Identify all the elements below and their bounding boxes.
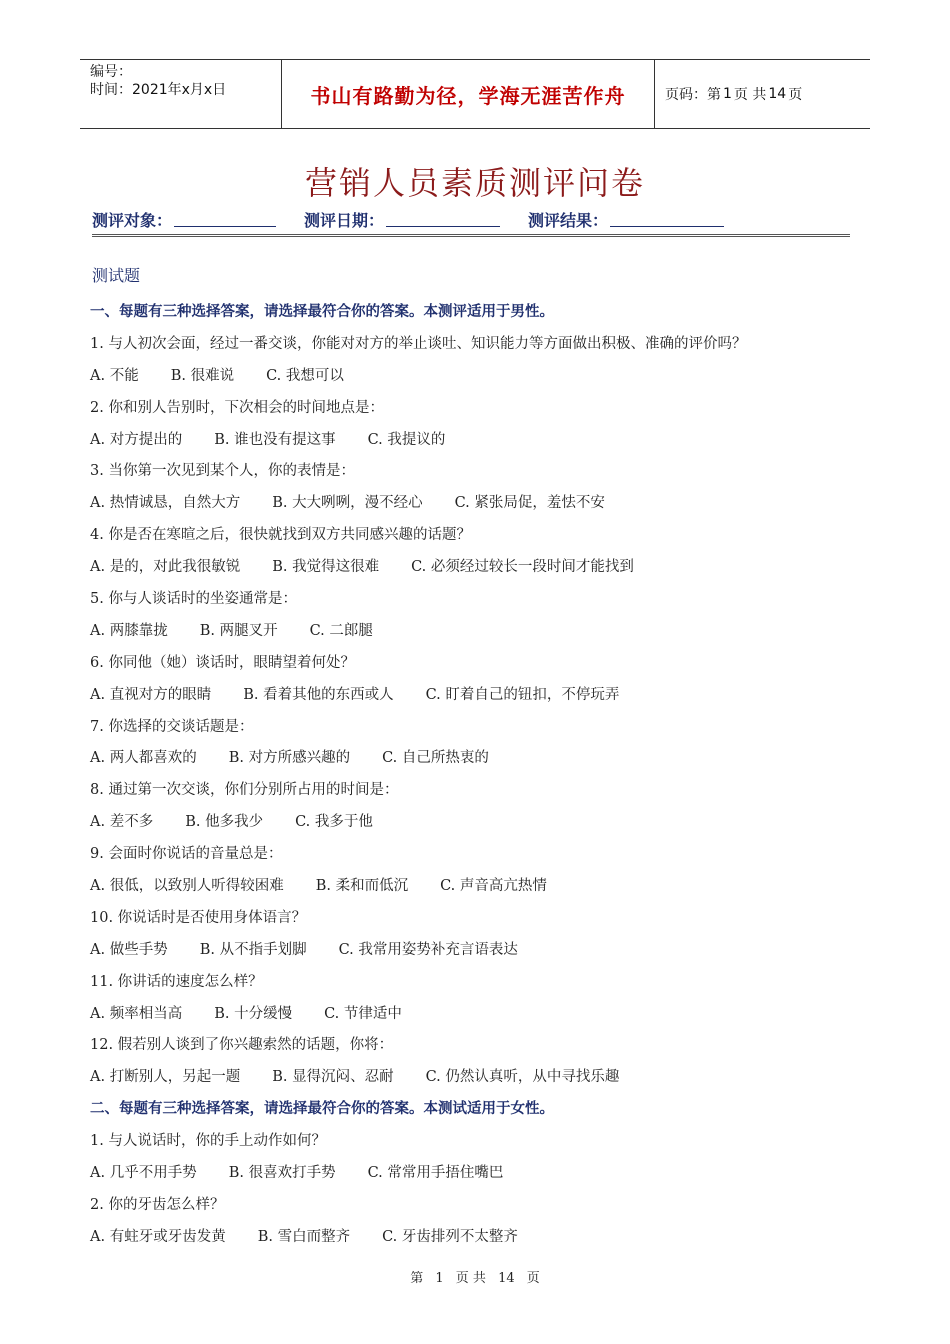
footer-mid: 页 共 <box>455 1271 486 1286</box>
section-heading: 二、每题有三种选择答案，请选择最符合你的答案。本测试适用于女性。 <box>90 1101 554 1118</box>
answer-options <box>90 746 870 778</box>
answer-options <box>90 874 870 906</box>
result-field <box>528 208 724 234</box>
answer-option[interactable]: B. 雪白而整齐 <box>257 1228 351 1245</box>
answer-option[interactable]: A. 做些手势 <box>90 941 168 958</box>
header-page-info <box>655 60 870 128</box>
answer-option[interactable]: B. 对方所感兴趣的 <box>228 750 351 767</box>
question-text: 3. 当你第一次见到某个人，你的表情是： <box>90 463 355 480</box>
answer-option[interactable]: A. 是的，对此我很敏锐 <box>90 559 241 576</box>
answer-option[interactable]: A. 很低，以致别人听得较困难 <box>90 878 284 895</box>
result-label: 测评结果： <box>528 211 609 230</box>
answer-option[interactable]: C. 自己所热衷的 <box>382 750 489 767</box>
answer-option[interactable]: B. 从不指手划脚 <box>199 941 307 958</box>
answer-option[interactable]: B. 谁也没有提这事 <box>214 431 336 448</box>
evaluation-fields <box>92 208 850 237</box>
answer-option[interactable]: A. 打断别人，另起一题 <box>90 1069 241 1086</box>
answer-option[interactable]: B. 他多我少 <box>185 814 264 831</box>
answer-option[interactable]: C. 节律适中 <box>324 1005 402 1022</box>
answer-option[interactable]: A. 频率相当高 <box>90 1005 183 1022</box>
answer-option[interactable]: C. 我常用姿势补充言语表达 <box>338 941 518 958</box>
document-number-label: 编号： <box>90 64 132 80</box>
page-mid: 页 共 <box>733 87 767 103</box>
footer-suffix: 页 <box>526 1271 540 1286</box>
answer-option[interactable]: B. 柔和而低沉 <box>315 878 409 895</box>
page-title: 营销人员素质测评问卷 <box>304 164 645 202</box>
question-text: 2. 你的牙齿怎么样？ <box>90 1196 225 1213</box>
answer-option[interactable]: B. 很喜欢打手势 <box>228 1165 336 1182</box>
date-label: 测评日期： <box>304 211 385 230</box>
answer-option[interactable]: A. 两人都喜欢的 <box>90 750 197 767</box>
section-label: 测试题 <box>92 266 141 285</box>
answer-options <box>90 1161 870 1193</box>
answer-options <box>90 619 870 651</box>
header-meta <box>80 60 281 128</box>
header-motto: 书山有路勤为径，学海无涯苦作舟 <box>281 60 655 128</box>
question-text: 12. 假若别人谈到了你兴趣索然的话题，你将： <box>90 1037 394 1054</box>
date-field <box>304 208 500 234</box>
section-heading: 一、每题有三种选择答案，请选择最符合你的答案。本测评适用于男性。 <box>90 304 554 320</box>
question-text: 1. 与人说话时，你的手上动作如何？ <box>90 1133 326 1150</box>
answer-option[interactable]: A. 有蛀牙或牙齿发黄 <box>90 1228 226 1245</box>
answer-option[interactable]: B. 显得沉闷、忍耐 <box>272 1069 394 1086</box>
subject-label: 测评对象： <box>92 211 173 230</box>
question-text: 10. 你说话时是否使用身体语言？ <box>90 909 307 926</box>
page-footer <box>0 1267 950 1286</box>
question-text: 11. 你讲话的速度怎么样？ <box>90 973 263 990</box>
answer-option[interactable]: C. 我提议的 <box>367 431 446 448</box>
document-time: 时间：2021年x月x日 <box>90 82 227 98</box>
page-current: 1 <box>723 86 732 102</box>
answer-option[interactable]: B. 看着其他的东西或人 <box>243 686 394 703</box>
answer-option[interactable]: A. 热情诚恳，自然大方 <box>90 495 241 512</box>
answer-option[interactable]: B. 两腿叉开 <box>199 622 278 639</box>
question-text: 8. 通过第一次交谈，你们分别所占用的时间是： <box>90 782 399 799</box>
date-blank[interactable] <box>386 208 500 227</box>
subject-field <box>92 208 276 234</box>
footer-total: 14 <box>498 1271 515 1286</box>
page-header <box>80 59 870 129</box>
answer-option[interactable]: C. 我想可以 <box>266 367 344 384</box>
answer-options <box>90 1002 870 1034</box>
question-text: 4. 你是否在寒暄之后，很快就找到双方共同感兴趣的话题？ <box>90 527 471 544</box>
answer-option[interactable]: A. 对方提出的 <box>90 431 183 448</box>
answer-option[interactable]: B. 我觉得这很难 <box>272 559 380 576</box>
answer-option[interactable]: B. 大大咧咧，漫不经心 <box>272 495 423 512</box>
question-text: 2. 你和别人告别时，下次相会的时间地点是： <box>90 399 384 416</box>
answer-option[interactable]: A. 不能 <box>90 367 139 384</box>
footer-current: 1 <box>435 1271 444 1286</box>
question-text: 1. 与人初次会面，经过一番交谈，你能对对方的举止谈吐、知识能力等方面做出积极、准确的评价吗？ <box>90 335 747 352</box>
question-list <box>90 300 870 1257</box>
subject-blank[interactable] <box>174 208 276 227</box>
page-prefix: 页码：第 <box>665 87 721 103</box>
answer-option[interactable]: C. 我多于他 <box>295 814 373 831</box>
answer-option[interactable]: A. 几乎不用手势 <box>90 1165 197 1182</box>
answer-option[interactable]: C. 盯着自己的钮扣，不停玩弄 <box>425 686 620 703</box>
answer-option[interactable]: C. 仍然认真听，从中寻找乐趣 <box>425 1069 620 1086</box>
answer-options <box>90 428 870 460</box>
answer-options <box>90 1225 870 1257</box>
answer-option[interactable]: A. 两膝靠拢 <box>90 622 168 639</box>
page-total: 14 <box>768 86 787 102</box>
answer-option[interactable]: B. 很难说 <box>170 367 235 384</box>
question-text: 9. 会面时你说话的音量总是： <box>90 846 283 863</box>
answer-options <box>90 491 870 523</box>
answer-option[interactable]: C. 常常用手捂住嘴巴 <box>367 1165 504 1182</box>
question-text: 5. 你与人谈话时的坐姿通常是： <box>90 591 297 608</box>
answer-option[interactable]: B. 十分缓慢 <box>214 1005 293 1022</box>
page-suffix: 页 <box>788 87 803 103</box>
answer-option[interactable]: C. 必须经过较长一段时间才能找到 <box>411 559 634 576</box>
answer-option[interactable]: C. 紧张局促，羞怯不安 <box>454 495 605 512</box>
answer-options <box>90 555 870 587</box>
answer-option[interactable]: C. 二郎腿 <box>309 622 373 639</box>
answer-option[interactable]: A. 差不多 <box>90 814 154 831</box>
answer-options <box>90 683 870 715</box>
result-blank[interactable] <box>610 208 724 227</box>
answer-option[interactable]: C. 声音高亢热情 <box>440 878 547 895</box>
question-text: 6. 你同他（她）谈话时，眼睛望着何处？ <box>90 654 355 671</box>
question-text: 7. 你选择的交谈话题是： <box>90 718 254 735</box>
answer-options <box>90 364 870 396</box>
answer-options <box>90 938 870 970</box>
footer-prefix: 第 <box>410 1271 424 1286</box>
answer-option[interactable]: C. 牙齿排列不太整齐 <box>382 1228 518 1245</box>
answer-option[interactable]: A. 直视对方的眼睛 <box>90 686 212 703</box>
answer-options <box>90 810 870 842</box>
answer-options <box>90 1065 870 1097</box>
